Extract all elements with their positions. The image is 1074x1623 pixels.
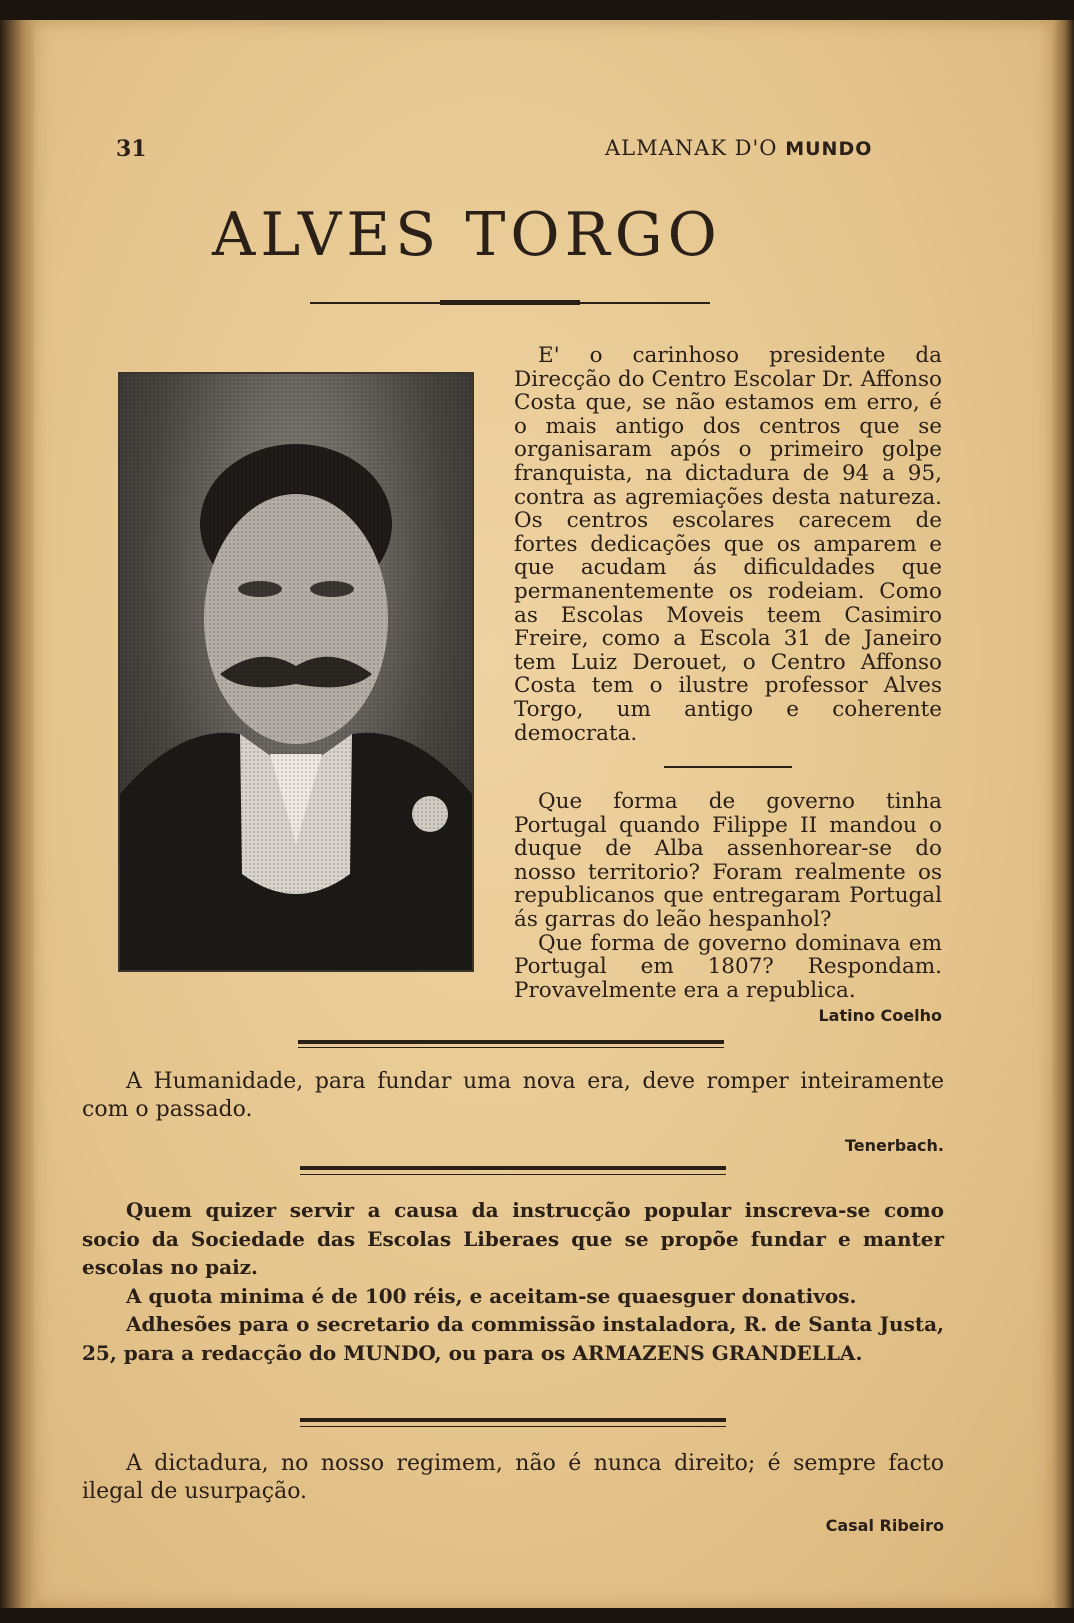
quote3-block (82, 1450, 944, 1540)
quote1-paragraph-1: Que forma de governo tinha Portugal quando Filippe II mandou o duque de Alba assenhorear-se do nosso territorio? Foram realmente os republicanos que entregaram Portugal ás garras do leão hespanhol? (514, 789, 942, 932)
divider-3-thin (300, 1426, 726, 1427)
divider-3 (300, 1418, 726, 1422)
notice-paragraph-1: Quem quizer servir a causa da instrucção popular inscreva-se como socio da Sociedade das Escolas Liberaes que se propõe fundar e manter escolas no paiz. (82, 1198, 944, 1279)
notice-block (82, 1196, 944, 1367)
page-edge (1052, 20, 1074, 1608)
divider-2-thin (300, 1174, 726, 1175)
article-title: ALVES TORGO (212, 200, 722, 270)
quote1-paragraph-2: Que forma de governo dominava em Portugal em 1807? Respondam. Provavelmente era a republica. (514, 930, 942, 1003)
page-number: 31 (116, 136, 147, 162)
quote3-author: Casal Ribeiro (825, 1516, 944, 1535)
quote2-text: A Humanidade, para fundar uma nova era, deve romper inteiramente com o passado. (82, 1069, 944, 1122)
running-head-prefix: ALMANAK D'O (605, 136, 778, 160)
running-head-title: MUNDO (785, 138, 873, 160)
divider-1-thin (298, 1047, 724, 1048)
quote2-block (82, 1068, 944, 1160)
section-rule (664, 766, 792, 768)
quote2-author: Tenerbach. (845, 1136, 944, 1155)
portrait-illustration (120, 374, 472, 970)
portrait-photo (118, 372, 474, 972)
title-rule-ornament (440, 300, 580, 305)
book-spine (0, 20, 34, 1608)
notice-paragraph-3: Adhesões para o secretario da commissão instaladora, R. de Santa Justa, 25, para a redacção do MUNDO, ou para os ARMAZENS GRANDELLA. (82, 1312, 944, 1365)
divider-2 (300, 1166, 726, 1170)
bio-column (514, 344, 942, 745)
bio-paragraph: E' o carinhoso presidente da Direcção do Centro Escolar Dr. Affonso Costa que, se não estamos em erro, é o mais antigo dos centros que se organisaram após o primeiro golpe franquista, na dictadura de 94 a 95, contra as agremiações desta natureza. Os centros escolares carecem de fortes dedicações que os amparem e que acudam ás dificuldades que permanentemente os rodeiam. Como as Escolas Moveis teem Casimiro Freire, como a Escola 31 de Janeiro tem Luiz Derouet, o Centro Affonso Costa tem o ilustre professor Alves Torgo, um antigo e coherente democrata. (514, 343, 942, 746)
notice-paragraph-2: A quota minima é de 100 réis, e aceitam-se quaesguer donativos. (126, 1283, 857, 1308)
divider-1 (298, 1040, 724, 1044)
quote1-author: Latino Coelho (818, 1006, 942, 1026)
quote1-block (514, 790, 942, 1028)
quote3-text: A dictadura, no nosso regimem, não é nunca direito; é sempre facto ilegal de usurpação. (82, 1451, 944, 1504)
running-head (605, 136, 872, 160)
